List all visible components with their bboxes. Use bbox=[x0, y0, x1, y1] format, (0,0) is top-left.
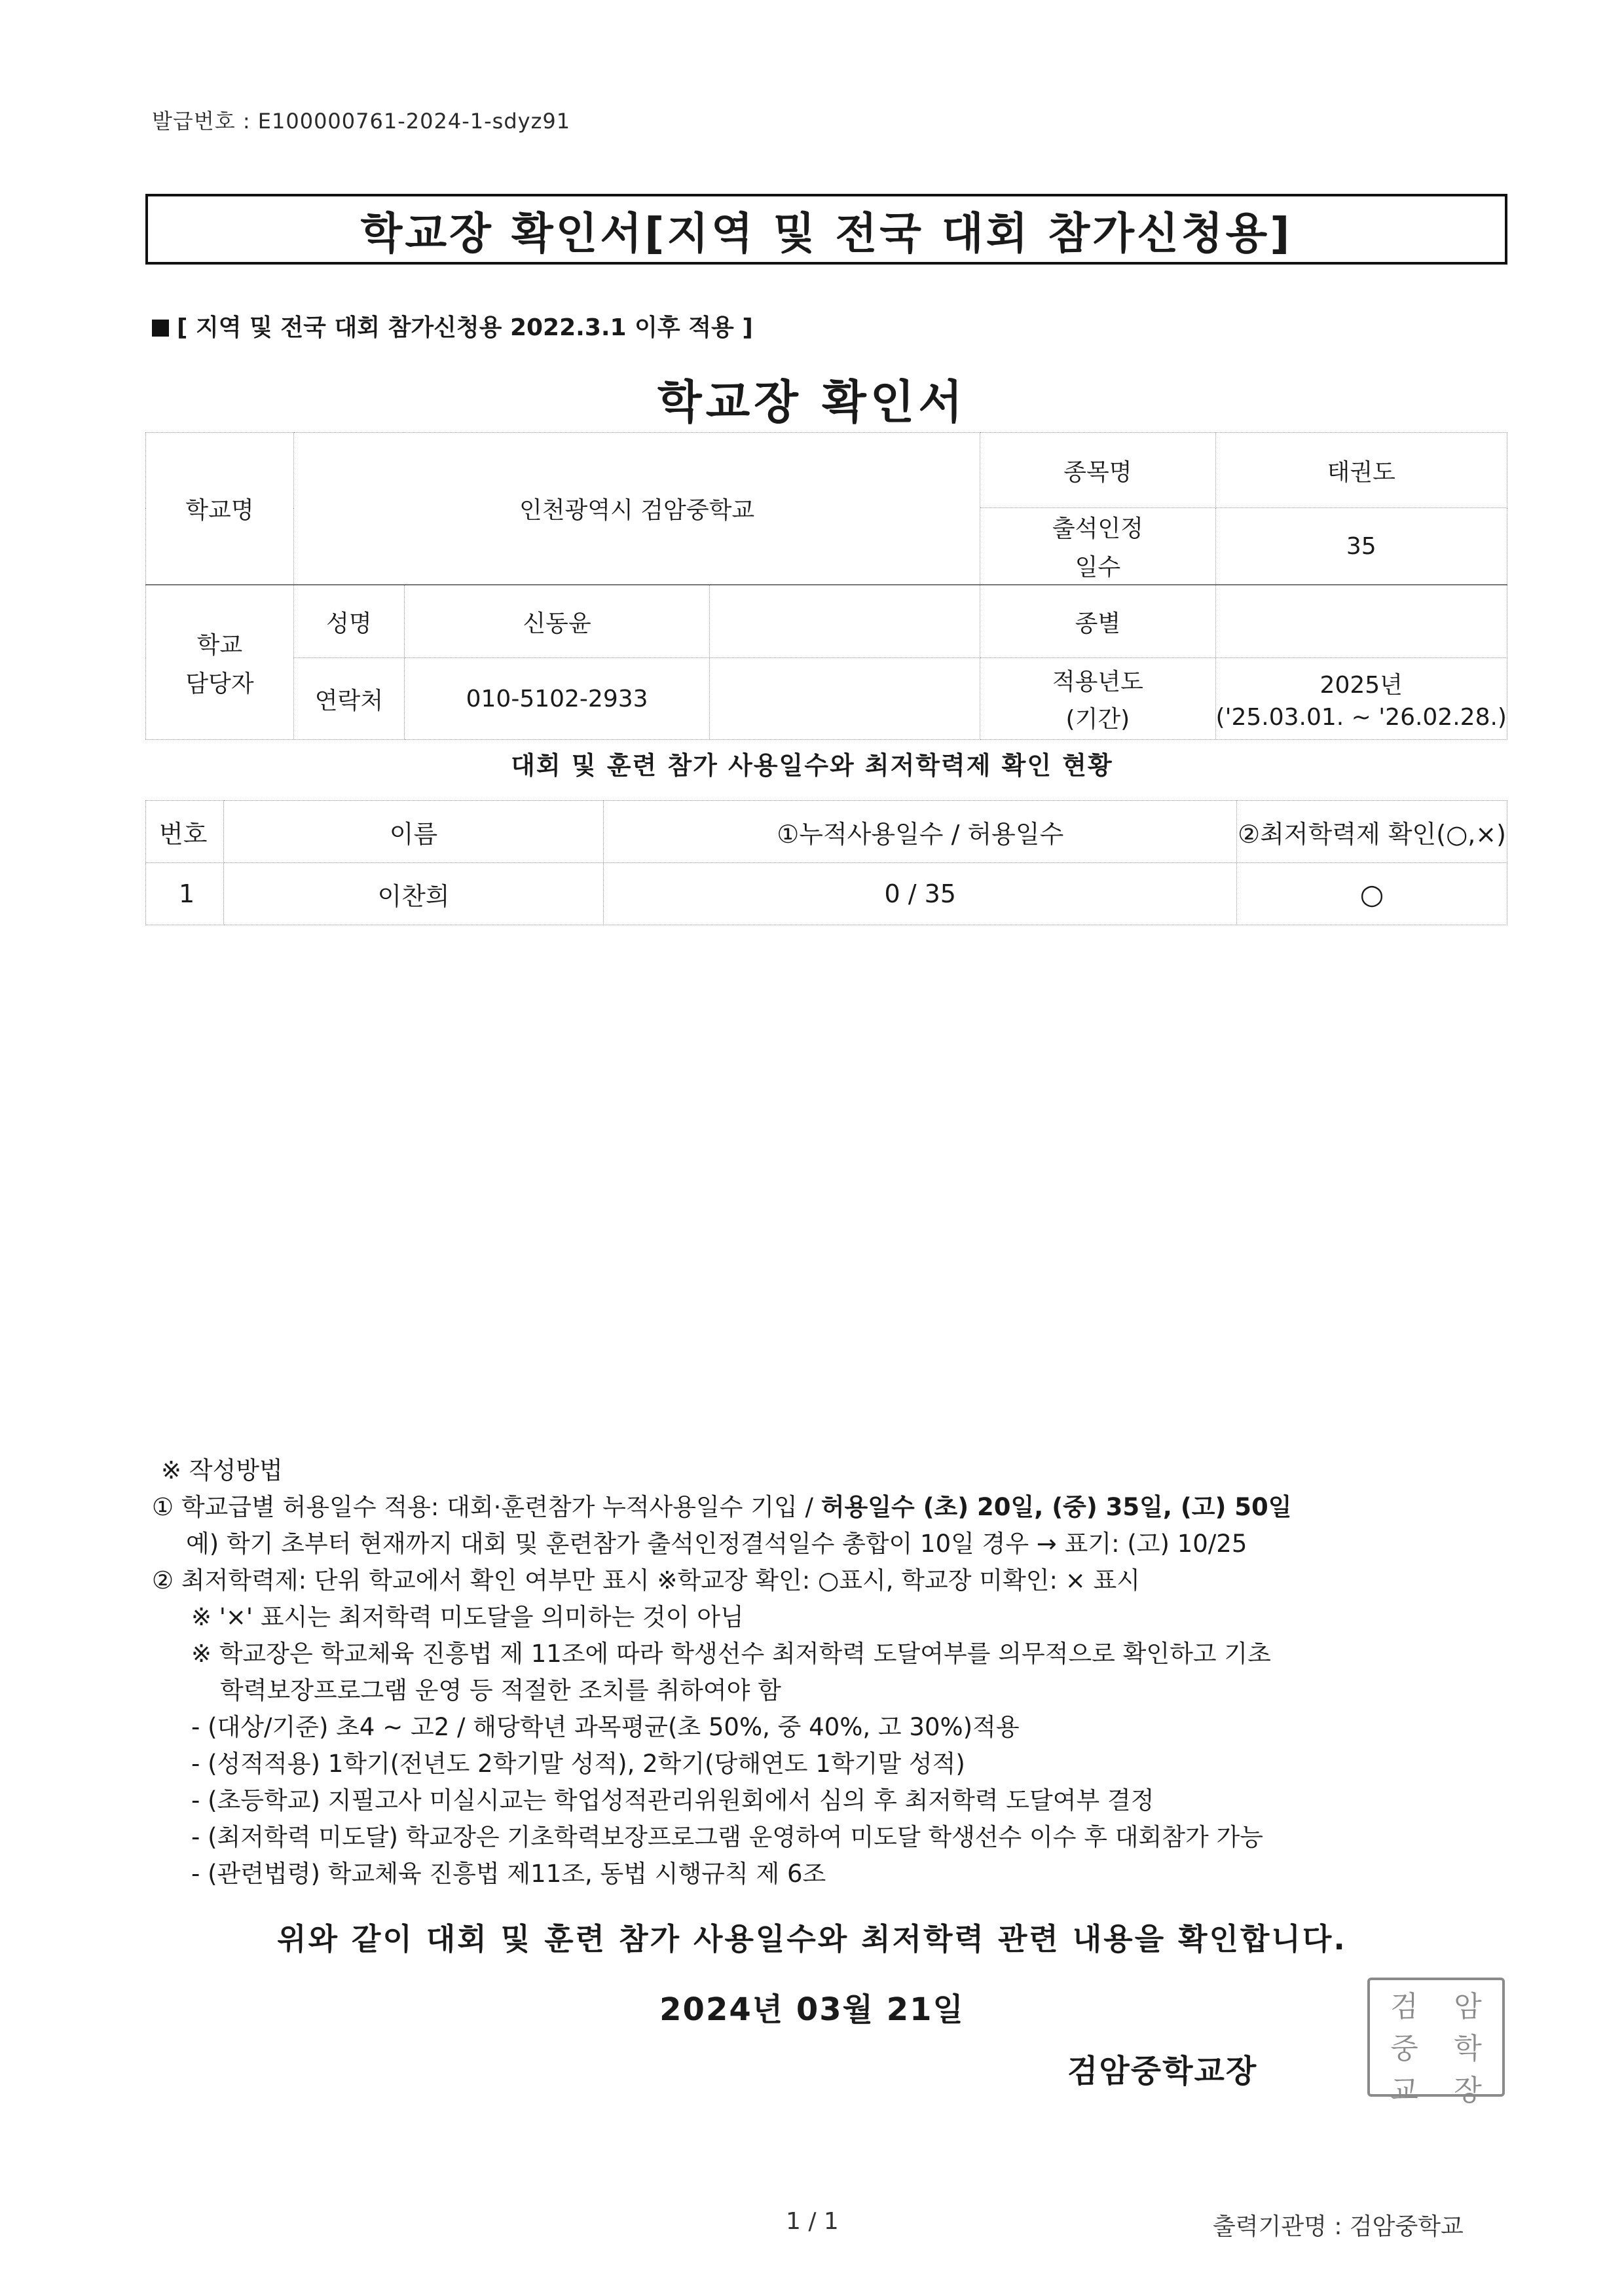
status-header-row bbox=[146, 801, 1507, 863]
category-value bbox=[1215, 585, 1507, 658]
column-header-days: ①누적사용일수 / 허용일수 bbox=[604, 801, 1237, 863]
status-table bbox=[145, 800, 1507, 925]
row-no: 1 bbox=[146, 863, 224, 925]
attendance-days: 35 bbox=[1215, 508, 1507, 585]
seal-char: 교 bbox=[1390, 2074, 1418, 2107]
header-title: 학교장 확인서[지역 및 전국 대회 참가신청용] bbox=[360, 208, 1293, 259]
category-label: 종별 bbox=[980, 585, 1215, 658]
note-3: ※ '×' 표시는 최저학력 미도달을 의미하는 것이 아님 bbox=[191, 1603, 744, 1631]
document-title: 학교장 확인서 bbox=[657, 375, 967, 429]
rule-note-text: [ 지역 및 전국 대회 참가신청용 2022.3.1 이후 적용 ] bbox=[177, 314, 753, 341]
note-6: - (성적적용) 1학기(전년도 2학기말 성적), 2학기(당해연도 1학기말 성적) bbox=[191, 1750, 965, 1778]
issue-date: 2024년 03월 21일 bbox=[659, 1991, 965, 2028]
official-seal bbox=[1367, 1978, 1505, 2107]
year-value bbox=[1215, 658, 1507, 740]
manager-label-2: 담당자 bbox=[185, 670, 254, 697]
principal-name: 검암중학교장 bbox=[1067, 2053, 1258, 2090]
school-name-label: 학교명 bbox=[146, 433, 294, 585]
column-header-check: ②최저학력제 확인(○,×) bbox=[1237, 801, 1507, 863]
seal-char: 학 bbox=[1454, 2032, 1482, 2065]
row-days: 0 / 35 bbox=[604, 863, 1237, 925]
seal-char: 암 bbox=[1454, 1990, 1482, 2023]
row-check: ○ bbox=[1237, 863, 1507, 925]
note-5: - (대상/기준) 초4 ~ 고2 / 해당학년 과목평균(초 50%, 중 40%, 고 30%)적용 bbox=[191, 1713, 1020, 1741]
note-8: - (최저학력 미도달) 학교장은 기초학력보장프로그램 운영하여 미도달 학생선수 이수 후 대회참가 가능 bbox=[191, 1823, 1264, 1851]
seal-char: 장 bbox=[1454, 2074, 1482, 2107]
note-1-text: ① 학교급별 허용일수 적용: 대회·훈련참가 누적사용일수 기입 / bbox=[152, 1493, 813, 1521]
note-1-bold: 허용일수 (초) 20일, (중) 35일, (고) 50일 bbox=[821, 1493, 1292, 1521]
note-2: ② 최저학력제: 단위 학교에서 확인 여부만 표시 ※학교장 확인: ○표시, 학교장 미확인: × 표시 bbox=[152, 1566, 1140, 1594]
attendance-label-1: 출석인정 bbox=[1052, 515, 1143, 542]
year-label bbox=[980, 658, 1215, 740]
contact-label: 연락처 bbox=[293, 658, 404, 740]
issue-number: 발급번호 : E100000761-2024-1-sdyz91 bbox=[152, 109, 571, 134]
square-bullet-icon bbox=[152, 320, 169, 337]
blank-cell bbox=[710, 585, 980, 658]
contact-value: 010-5102-2933 bbox=[404, 658, 709, 740]
rule-note bbox=[152, 309, 753, 342]
note-7: - (초등학교) 지필고사 미실시교는 학업성적관리위원회에서 심의 후 최저학력 도달여부 결정 bbox=[191, 1786, 1154, 1814]
sport-label: 종목명 bbox=[980, 433, 1215, 508]
column-header-no: 번호 bbox=[146, 801, 224, 863]
manager-name: 신동윤 bbox=[404, 585, 709, 658]
header-title-box bbox=[145, 194, 1507, 265]
table-row bbox=[146, 863, 1507, 925]
note-1 bbox=[152, 1489, 1527, 1526]
year: 2025년 bbox=[1320, 672, 1403, 699]
confirmation-statement: 위와 같이 대회 및 훈련 참가 사용일수와 최저학력 관련 내용을 확인합니다. bbox=[277, 1921, 1347, 1957]
output-organization: 출력기관명 : 검암중학교 bbox=[1213, 2213, 1464, 2240]
attendance-label bbox=[980, 508, 1215, 585]
writing-instructions bbox=[152, 1452, 1527, 1892]
seal-char: 검 bbox=[1390, 1990, 1418, 2023]
info-table bbox=[145, 432, 1507, 740]
sport-value: 태권도 bbox=[1215, 433, 1507, 508]
note-4-cont: 학력보장프로그램 운영 등 적절한 조치를 취하여야 함 bbox=[220, 1676, 781, 1704]
blank-cell bbox=[710, 658, 980, 740]
note-1-example: 예) 학기 초부터 현재까지 대회 및 훈련참가 출석인정결석일수 총합이 10일 경우 → 표기: (고) 10/25 bbox=[186, 1530, 1247, 1558]
attendance-label-2: 일수 bbox=[1075, 554, 1121, 581]
note-9: - (관련법령) 학교체육 진흥법 제11조, 동법 시행규칙 제 6조 bbox=[191, 1860, 826, 1888]
column-header-name: 이름 bbox=[223, 801, 604, 863]
year-label-2: (기간) bbox=[1065, 706, 1130, 733]
period: ('25.03.01. ~ '26.02.28.) bbox=[1215, 704, 1507, 731]
note-4: ※ 학교장은 학교체육 진흥법 제 11조에 따라 학생선수 최저학력 도달여부를 의무적으로 확인하고 기초 bbox=[191, 1640, 1271, 1668]
status-title: 대회 및 훈련 참가 사용일수와 최저학력제 확인 현황 bbox=[511, 751, 1113, 780]
notes-heading: ※ 작성방법 bbox=[161, 1456, 283, 1484]
row-name: 이찬희 bbox=[223, 863, 604, 925]
manager-label bbox=[146, 585, 294, 740]
name-label: 성명 bbox=[293, 585, 404, 658]
year-label-1: 적용년도 bbox=[1052, 669, 1143, 695]
page-number: 1 / 1 bbox=[786, 2208, 839, 2235]
manager-label-1: 학교 bbox=[196, 631, 243, 659]
seal-char: 중 bbox=[1390, 2032, 1418, 2065]
school-name: 인천광역시 검암중학교 bbox=[293, 433, 980, 585]
